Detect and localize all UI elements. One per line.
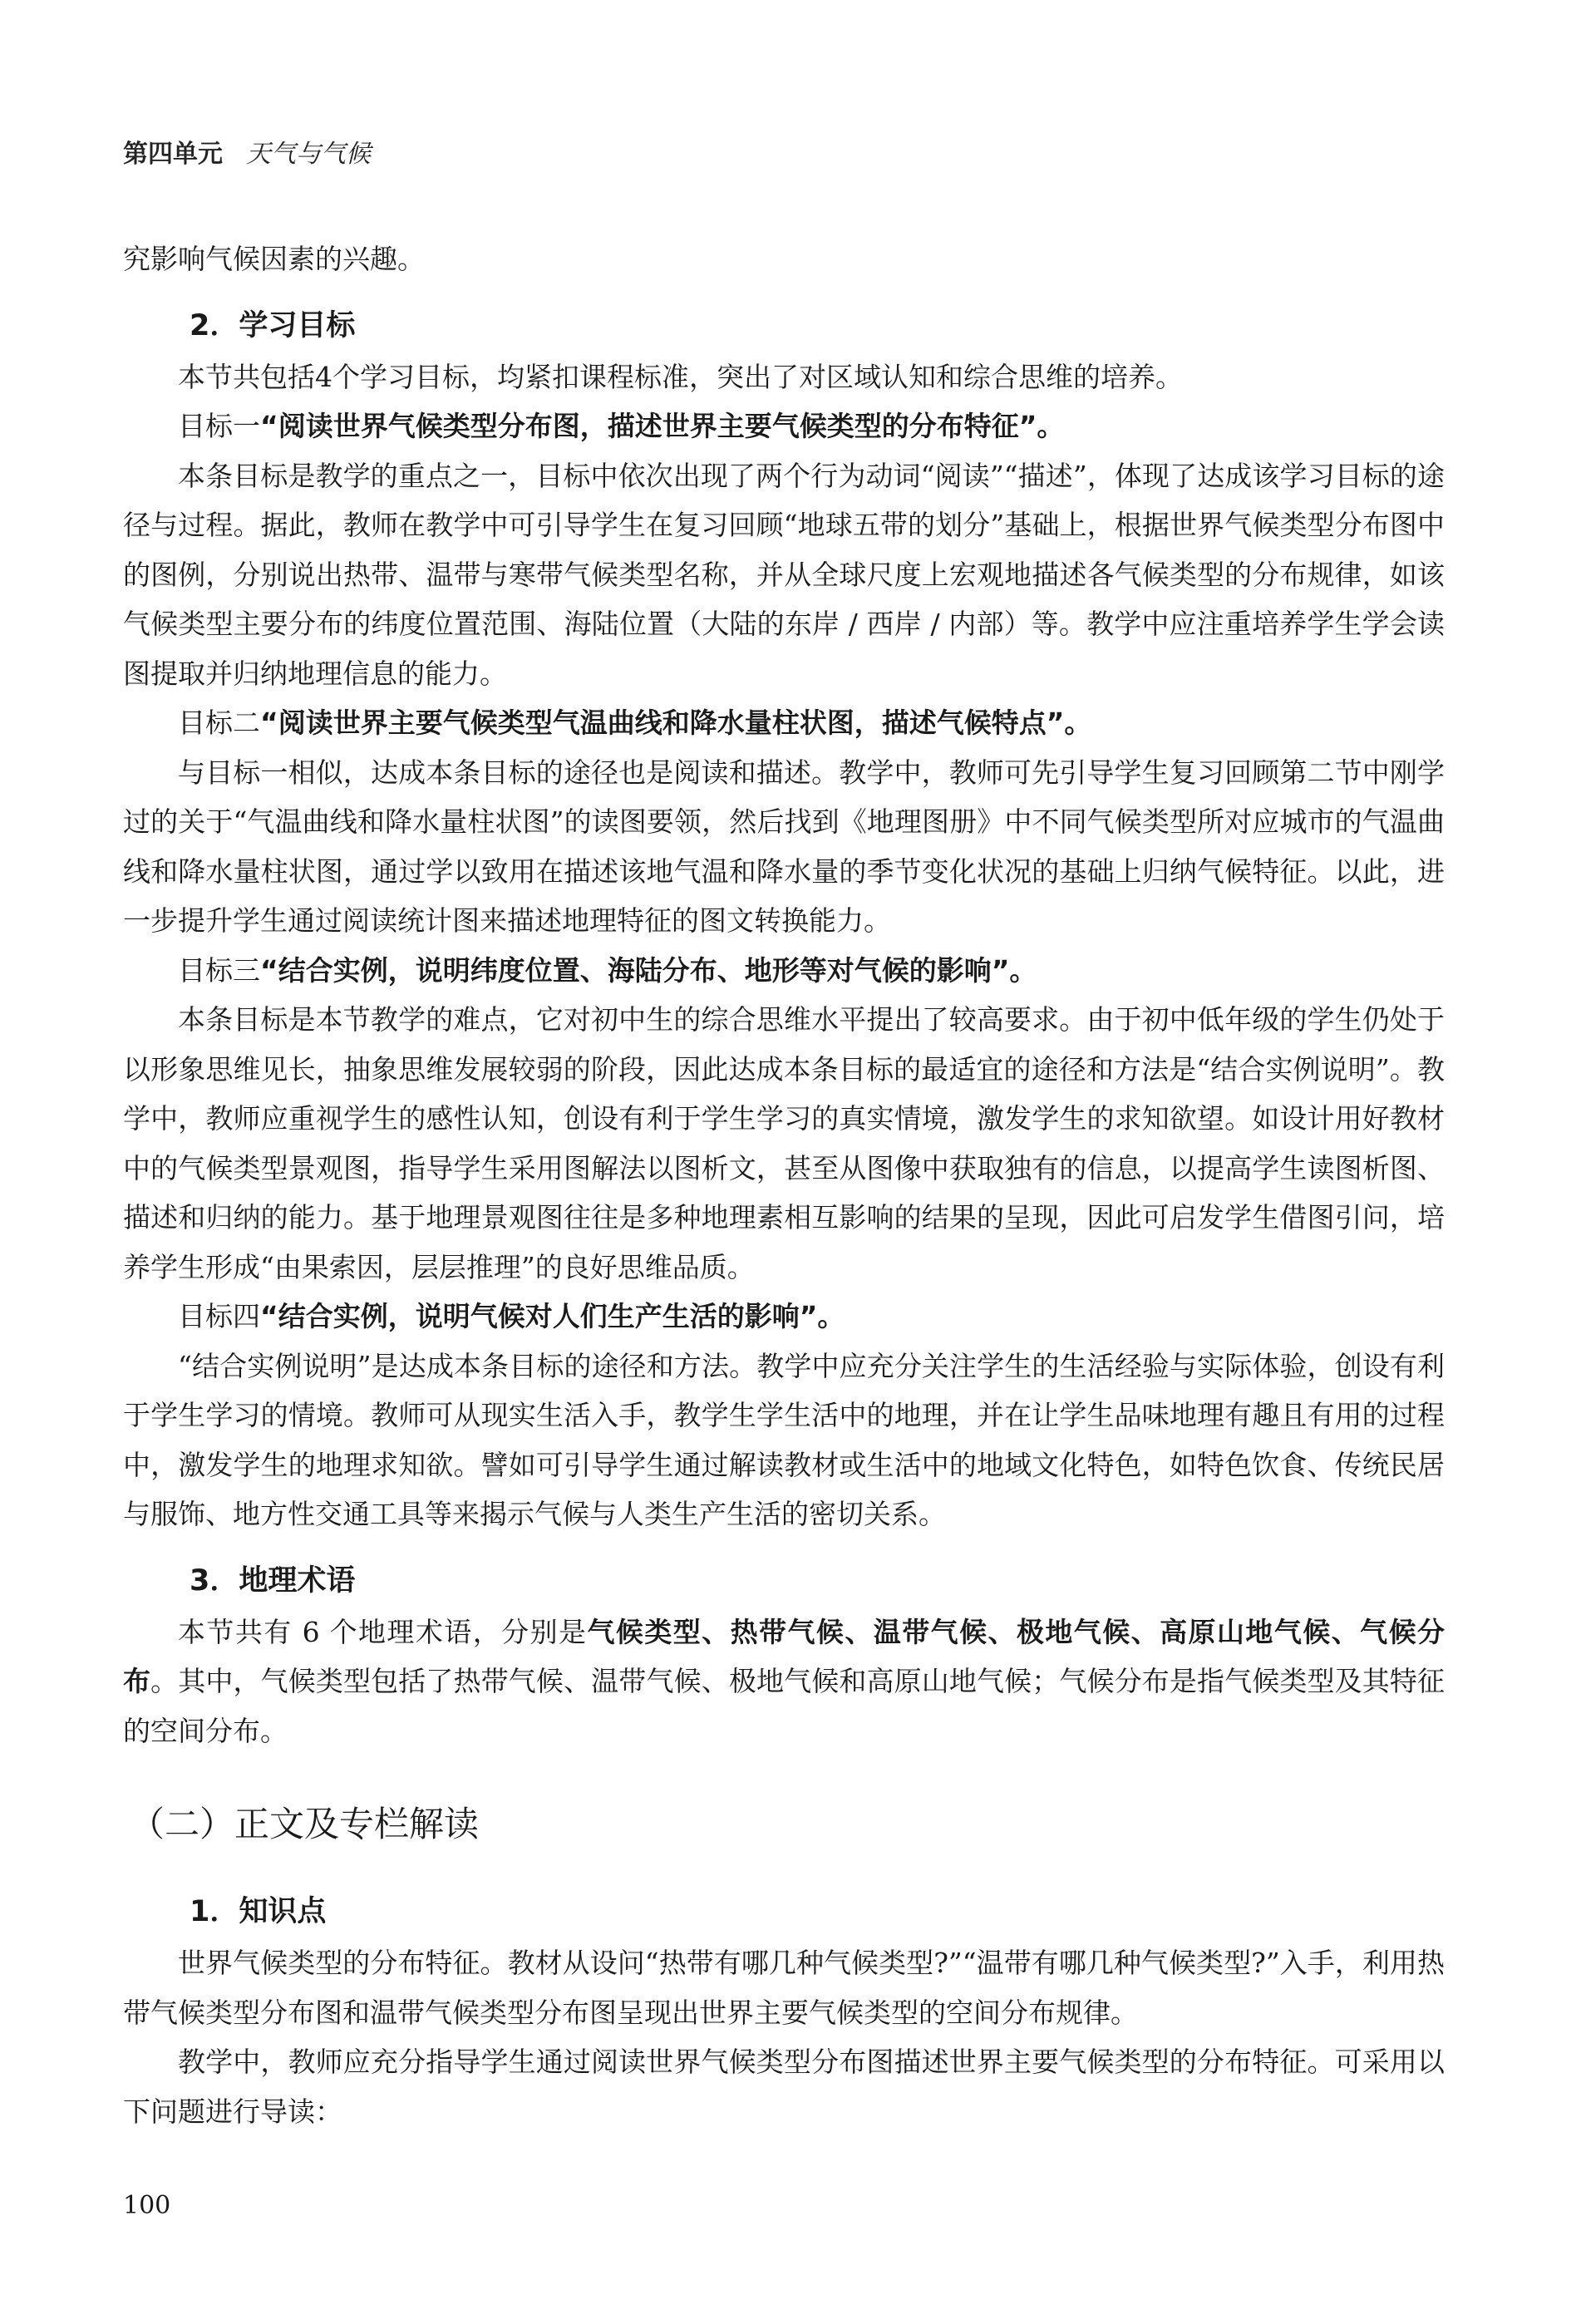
goal-two-line bbox=[123, 698, 1445, 748]
paragraph: 与目标一相似，达成本条目标的途径也是阅读和描述。教学中，教师可先引导学生复习回顾第二节中刚学过的关于“气温曲线和降水量柱状图”的读图要领，然后找到《地理图册》中不同气候类型所对应城市的气温曲线和降水量柱状图，通过学以致用在描述该地气温和降水量的季节变化状况的基础上归纳气候特征。以此，进一步提升学生通过阅读统计图来描述地理特征的图文转换能力。 bbox=[123, 756, 1445, 937]
part-heading-text-interpretation: （二）正文及专栏解读 bbox=[130, 1804, 480, 1844]
goal-title: “阅读世界主要气候类型气温曲线和降水量柱状图，描述气候特点”。 bbox=[260, 707, 1092, 739]
paragraph: 本条目标是本节教学的难点，它对初中生的综合思维水平提出了较高要求。由于初中低年级的学生仍处于以形象思维见长，抽象思维发展较弱的阶段，因此达成本条目标的最适宜的途径和方法是“结合实例说明”。教学中，教师应重视学生的感性认知，创设有利于学生学习的真实情境，激发学生的求知欲望。如设计用好教材中的气候类型景观图，指导学生采用图解法以图析文，甚至从图像中获取独有的信息，以提高学生读图析图、描述和归纳的能力。基于地理景观图往往是多种地理素相互影响的结果的呈现，因此可启发学生借图引问，培养学生形成“由果索因，层层推理”的良好思维品质。 bbox=[123, 1003, 1445, 1283]
goal-four-line bbox=[123, 1292, 1445, 1342]
paragraph: “结合实例说明”是达成本条目标的途径和方法。教学中应充分关注学生的生活经验与实际体验，创设有利于学生学习的情境。教师可从现实生活入手，教学生学生活中的地理，并在让学生品味地理有趣且有用的过程中，激发学生的地理求知欲。譬如可引导学生通过解读教材或生活中的地域文化特色，如特色饮食、传统民居与服饰、地方性交通工具等来揭示气候与人类生产生活的密切关系。 bbox=[123, 1349, 1445, 1530]
goal-label: 目标二 bbox=[178, 707, 260, 739]
section-heading-learning-goals: 2．学习目标 bbox=[190, 308, 356, 342]
section-heading-knowledge-points: 1．知识点 bbox=[190, 1895, 327, 1928]
main-content bbox=[123, 234, 1445, 2136]
goal-title: “结合实例，说明气候对人们生产生活的影响”。 bbox=[260, 1300, 845, 1332]
paragraph: 本节共包括4个学习目标，均紧扣课程标准，突出了对区域认知和综合思维的培养。 bbox=[178, 360, 1183, 393]
running-header bbox=[123, 133, 371, 170]
header-unit: 第四单元 bbox=[123, 140, 223, 169]
paragraph: 世界气候类型的分布特征。教材从设问“热带有哪几种气候类型?”“温带有哪几种气候类型?”入手，利用热带气候类型分布图和温带气候类型分布图呈现出世界主要气候类型的空间分布规律。 bbox=[123, 1947, 1445, 2029]
section-heading-geography-terms: 3．地理术语 bbox=[190, 1563, 356, 1598]
goal-label: 目标三 bbox=[178, 953, 260, 987]
paragraph: 教学中，教师应充分指导学生通过阅读世界气候类型分布图描述世界主要气候类型的分布特征。可采用以下问题进行导读： bbox=[123, 2046, 1445, 2128]
goal-title: “结合实例，说明纬度位置、海陆分布、地形等对气候的影响”。 bbox=[260, 953, 1037, 987]
page-number: 100 bbox=[123, 2191, 171, 2220]
terms-paragraph bbox=[123, 1608, 1445, 1756]
goal-title: “阅读世界气候类型分布图，描述世界主要气候类型的分布特征”。 bbox=[260, 410, 1065, 442]
goal-label: 目标四 bbox=[178, 1300, 260, 1332]
goal-three-line bbox=[123, 946, 1445, 996]
goal-one-line bbox=[123, 401, 1445, 451]
paragraph: 究影响气候因素的兴趣。 bbox=[123, 243, 425, 275]
terms-list: 气候类型、热带气候、温带气候、极地气候、高原山地气候、气候分布 bbox=[123, 1615, 1446, 1697]
paragraph: 本条目标是教学的重点之一，目标中依次出现了两个行为动词“阅读”“描述”，体现了达成该学习目标的途径与过程。据此，教师在教学中可引导学生在复习回顾“地球五带的划分”基础上，根据世界气候类型分布图中的图例，分别说出热带、温带与寒带气候类型名称，并从全球尺度上宏观地描述各气候类型的分布规律，如该气候类型主要分布的纬度位置范围、海陆位置（大陆的东岸 / 西岸 / 内部）等。教学中应注重培养学生学会读图提取并归纳地理信息的能力。 bbox=[123, 459, 1445, 690]
header-topic: 天气与气候 bbox=[246, 140, 371, 169]
terms-intro: 本节共有 6 个地理术语，分别是 bbox=[178, 1615, 588, 1648]
goal-label: 目标一 bbox=[178, 410, 260, 442]
terms-explanation: 。其中，气候类型包括了热带气候、温带气候、极地气候和高原山地气候；气候分布是指气候类型及其特征的空间分布。 bbox=[123, 1665, 1446, 1747]
